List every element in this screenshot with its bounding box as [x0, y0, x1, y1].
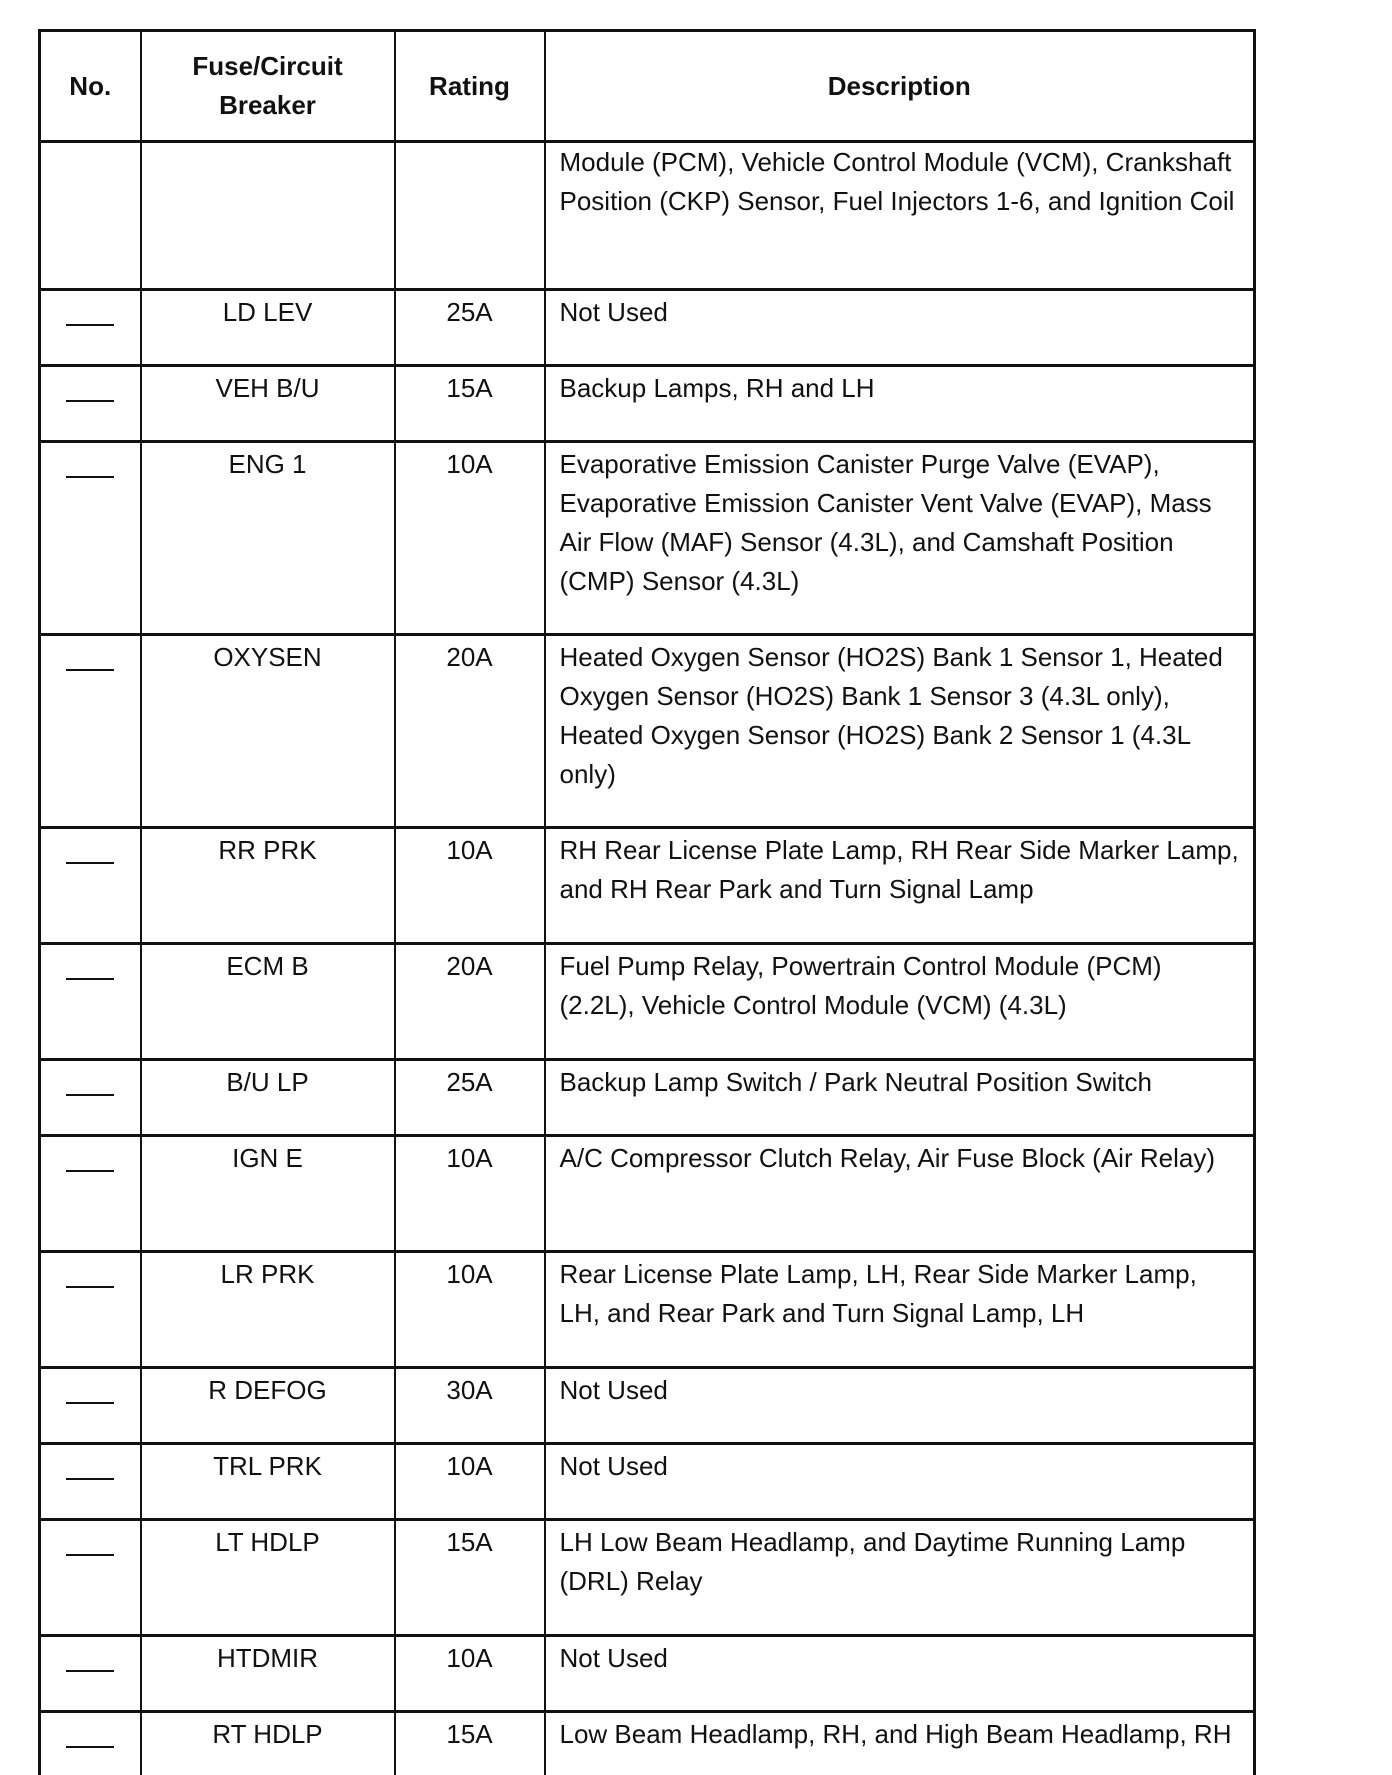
no-cell	[40, 1368, 141, 1444]
fuse-cell: TRL PRK	[141, 1444, 395, 1520]
rating-cell: 20A	[395, 944, 545, 1060]
table-header-row	[40, 31, 1255, 142]
table-row	[40, 142, 1255, 290]
description-cell: Module (PCM), Vehicle Control Module (VCM), Crankshaft Position (CKP) Sensor, Fuel Injectors 1-6, and Ignition Coil	[545, 142, 1255, 290]
table-row	[40, 1136, 1255, 1252]
table-row	[40, 1060, 1255, 1136]
description-cell: Not Used	[545, 1368, 1255, 1444]
rating-cell: 30A	[395, 1368, 545, 1444]
fuse-cell: LR PRK	[141, 1252, 395, 1368]
no-blank-line	[66, 1746, 114, 1748]
description-cell: LH Low Beam Headlamp, and Daytime Running Lamp (DRL) Relay	[545, 1520, 1255, 1636]
rating-cell: 15A	[395, 1712, 545, 1775]
description-cell: Rear License Plate Lamp, LH, Rear Side Marker Lamp, LH, and Rear Park and Turn Signal Lamp, LH	[545, 1252, 1255, 1368]
fuse-cell: OXYSEN	[141, 635, 395, 828]
no-blank-line	[66, 324, 114, 326]
no-cell	[40, 142, 141, 290]
rating-cell: 15A	[395, 1520, 545, 1636]
table-row	[40, 1368, 1255, 1444]
no-blank-line	[66, 1554, 114, 1556]
no-cell	[40, 1060, 141, 1136]
description-cell: Not Used	[545, 1636, 1255, 1712]
no-cell	[40, 290, 141, 366]
description-cell: Not Used	[545, 1444, 1255, 1520]
fuse-cell: VEH B/U	[141, 366, 395, 442]
no-blank-line	[66, 1670, 114, 1672]
no-blank-line	[66, 862, 114, 864]
table-row	[40, 1252, 1255, 1368]
rating-cell: 10A	[395, 1252, 545, 1368]
description-cell: Backup Lamps, RH and LH	[545, 366, 1255, 442]
header-fuse-circuit-breaker: Fuse/Circuit Breaker	[141, 31, 395, 142]
table-row	[40, 828, 1255, 944]
no-blank-line	[66, 476, 114, 478]
no-cell	[40, 635, 141, 828]
header-no: No.	[40, 31, 141, 142]
rating-cell: 20A	[395, 635, 545, 828]
table-row	[40, 1712, 1255, 1775]
no-cell	[40, 442, 141, 635]
fuse-cell: LT HDLP	[141, 1520, 395, 1636]
rating-cell: 10A	[395, 828, 545, 944]
table-row	[40, 635, 1255, 828]
description-cell: Not Used	[545, 290, 1255, 366]
fuse-cell: ECM B	[141, 944, 395, 1060]
table-row	[40, 1636, 1255, 1712]
no-blank-line	[66, 1402, 114, 1404]
description-cell: Evaporative Emission Canister Purge Valve (EVAP), Evaporative Emission Canister Vent Valve (EVAP), Mass Air Flow (MAF) Sensor (4.3L), and Camshaft Position (CMP) Sensor (4.3L)	[545, 442, 1255, 635]
no-blank-line	[66, 1094, 114, 1096]
no-blank-line	[66, 400, 114, 402]
table-row	[40, 442, 1255, 635]
fuse-cell: HTDMIR	[141, 1636, 395, 1712]
no-cell	[40, 828, 141, 944]
table-row	[40, 1520, 1255, 1636]
no-cell	[40, 1252, 141, 1368]
no-blank-line	[66, 1170, 114, 1172]
no-blank-line	[66, 1286, 114, 1288]
description-cell: Fuel Pump Relay, Powertrain Control Module (PCM) (2.2L), Vehicle Control Module (VCM) (4.3L)	[545, 944, 1255, 1060]
description-cell: Backup Lamp Switch / Park Neutral Position Switch	[545, 1060, 1255, 1136]
no-blank-line	[66, 1478, 114, 1480]
table-row	[40, 366, 1255, 442]
fuse-cell: ENG 1	[141, 442, 395, 635]
rating-cell: 25A	[395, 290, 545, 366]
rating-cell: 10A	[395, 1136, 545, 1252]
no-blank-line	[66, 669, 114, 671]
fuse-cell: RT HDLP	[141, 1712, 395, 1775]
description-cell: A/C Compressor Clutch Relay, Air Fuse Block (Air Relay)	[545, 1136, 1255, 1252]
table-row	[40, 1444, 1255, 1520]
fuse-cell: IGN E	[141, 1136, 395, 1252]
no-cell	[40, 366, 141, 442]
no-cell	[40, 1520, 141, 1636]
fuse-cell: RR PRK	[141, 828, 395, 944]
description-cell: Heated Oxygen Sensor (HO2S) Bank 1 Sensor 1, Heated Oxygen Sensor (HO2S) Bank 1 Sensor 3 (4.3L only), Heated Oxygen Sensor (HO2S) Bank 2 Sensor 1 (4.3L only)	[545, 635, 1255, 828]
description-cell: Low Beam Headlamp, RH, and High Beam Headlamp, RH	[545, 1712, 1255, 1775]
no-cell	[40, 1712, 141, 1775]
rating-cell	[395, 142, 545, 290]
no-cell	[40, 1444, 141, 1520]
rating-cell: 25A	[395, 1060, 545, 1136]
header-rating: Rating	[395, 31, 545, 142]
rating-cell: 15A	[395, 366, 545, 442]
no-blank-line	[66, 978, 114, 980]
fuse-cell: R DEFOG	[141, 1368, 395, 1444]
fuse-cell	[141, 142, 395, 290]
rating-cell: 10A	[395, 1444, 545, 1520]
no-cell	[40, 944, 141, 1060]
rating-cell: 10A	[395, 1636, 545, 1712]
fuse-table	[38, 29, 1256, 1775]
table-row	[40, 290, 1255, 366]
no-cell	[40, 1636, 141, 1712]
table-row	[40, 944, 1255, 1060]
header-description: Description	[545, 31, 1255, 142]
fuse-cell: B/U LP	[141, 1060, 395, 1136]
fuse-cell: LD LEV	[141, 290, 395, 366]
rating-cell: 10A	[395, 442, 545, 635]
no-cell	[40, 1136, 141, 1252]
description-cell: RH Rear License Plate Lamp, RH Rear Side Marker Lamp, and RH Rear Park and Turn Signal Lamp	[545, 828, 1255, 944]
